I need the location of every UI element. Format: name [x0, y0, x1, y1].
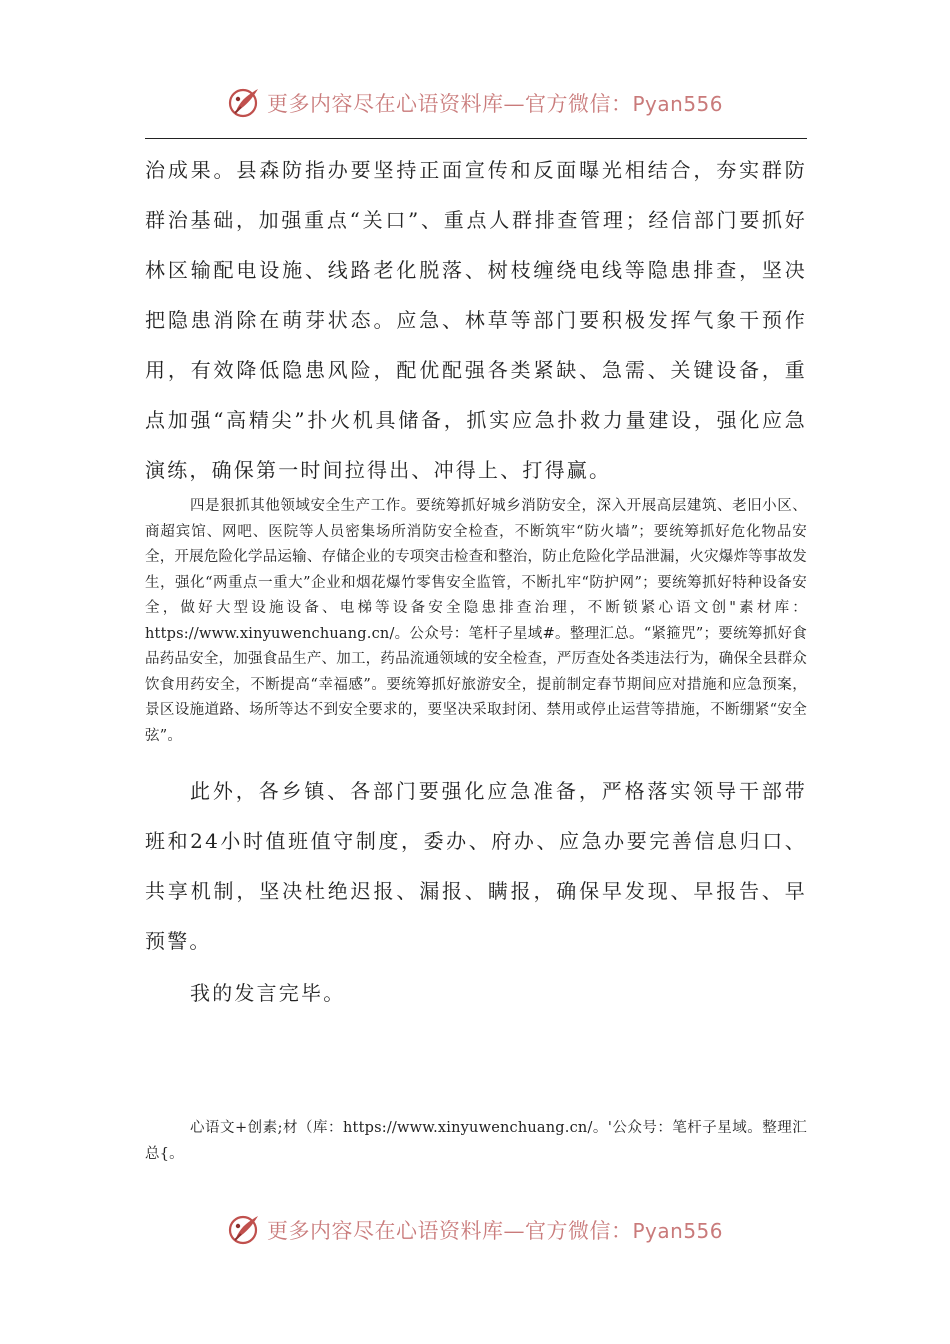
pen-logo-icon: [227, 1212, 263, 1248]
banner-wechat-id: Pyan556: [632, 92, 723, 116]
footnote-text: 心语文+创素;材（库：https://www.xinyuwenchuang.cn/。'公众号：笔杆子星域。整理汇总{。: [145, 1120, 807, 1162]
paragraph-1-text: 治成果。县森防指办要坚持正面宣传和反面曝光相结合，夯实群防群治基础，加强重点“关口”、重点人群排查管理；经信部门要抓好林区输配电设施、线路老化脱落、树枝缠绕电线等隐患排查，坚决把隐患消除在萌芽状态。应急、林草等部门要积极发挥气象干预作用，有效降低隐患风险，配优配强各类紧缺、急需、关键设备，重点加强“高精尖”扑火机具储备，抓实应急扑救力量建设，强化应急演练，确保第一时间拉得出、冲得上、打得赢。: [145, 158, 807, 482]
header-rule: [145, 138, 807, 139]
header-banner: [0, 80, 950, 126]
paragraph-2-text: 四是狠抓其他领域安全生产工作。要统筹抓好城乡消防安全，深入开展高层建筑、老旧小区、商超宾馆、网吧、医院等人员密集场所消防安全检查，不断筑牢“防火墙”；要统筹抓好危化物品安全，开展危险化学品运输、存储企业的专项突击检查和整治，防止危险化学品泄漏，火灾爆炸等事故发生，强化“两重点一重大”企业和烟花爆竹零售安全监管，不断扎牢“防护网”；要统筹抓好特种设备安全，做好大型设施设备、电梯等设备安全隐患排查治理，不断锁紧心语文创"素材库：https://www.xinyuwenchuang.cn/。公众号：笔杆子星域#。整理汇总。“紧箍咒”；要统筹抓好食品药品安全，加强食品生产、加工，药品流通领域的安全检查，严厉查处各类违法行为，确保全县群众饮食用药安全，不断提高“幸福感”。要统筹抓好旅游安全，提前制定春节期间应对措施和应急预案，景区设施道路、场所等达不到安全要求的，要坚决采取封闭、禁用或停止运营等措施，不断绷紧“安全弦”。: [145, 498, 807, 744]
paragraph-1: [145, 145, 807, 495]
footer-banner-text: 更多内容尽在心语资料库—官方微信：Pyan556: [266, 1219, 723, 1243]
paragraph-4-text: 我的发言完毕。: [190, 981, 346, 1005]
footnote: [145, 1116, 807, 1167]
paragraph-3: [145, 766, 807, 966]
footer-wechat-id: Pyan556: [632, 1219, 723, 1243]
paragraph-4: [145, 968, 807, 1018]
paragraph-2: [145, 494, 807, 749]
footer-banner: [0, 1207, 950, 1253]
banner-text: 更多内容尽在心语资料库—官方微信：Pyan556: [266, 92, 723, 116]
pen-logo-icon: [227, 85, 263, 121]
paragraph-3-text: 此外，各乡镇、各部门要强化应急准备，严格落实领导干部带班和24小时值班值守制度，委办、府办、应急办要完善信息归口、共享机制，坚决杜绝迟报、漏报、瞒报，确保早发现、早报告、早预警。: [145, 779, 807, 953]
